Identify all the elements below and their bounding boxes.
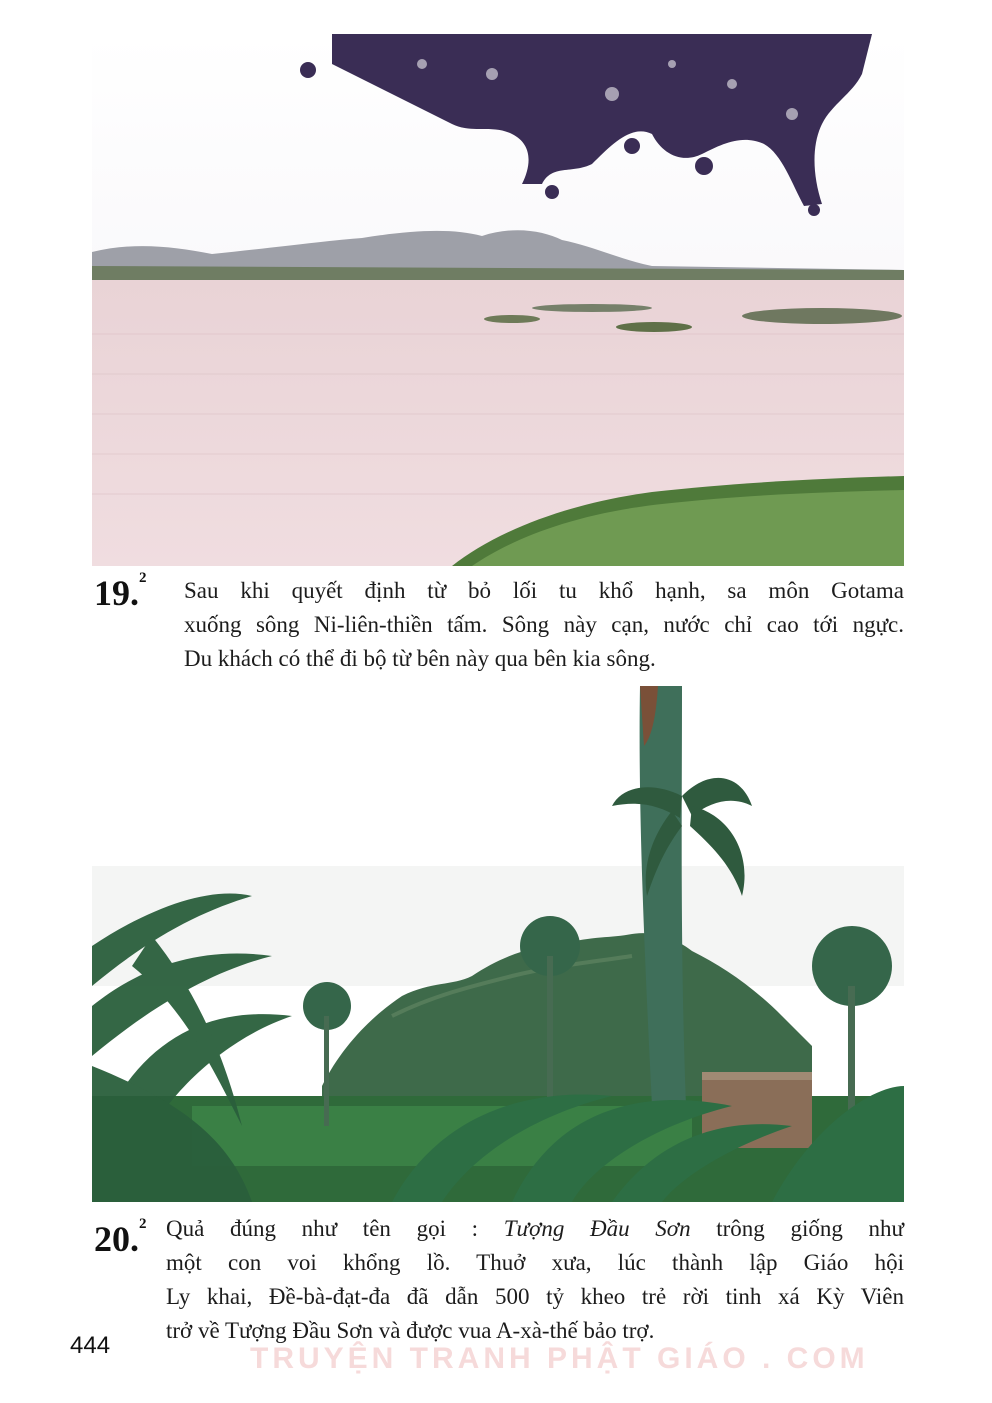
page-number: 444 bbox=[70, 1332, 111, 1359]
figure-number-text: 19. bbox=[94, 573, 139, 613]
river-landscape-image bbox=[92, 34, 904, 566]
caption-italic-name: Tượng Đầu Sơn bbox=[503, 1216, 691, 1241]
palm-hill-landscape-image bbox=[92, 686, 904, 1202]
caption-line: xuống sông Ni-liên-thiền tấm. Sông này cạn, nước chỉ cao tới ngực. bbox=[184, 612, 904, 637]
figure-superscript: 2 bbox=[139, 1216, 147, 1232]
caption-line: Sau khi quyết định từ bỏ lối tu khổ hạnh, sa môn Gotama bbox=[184, 578, 904, 603]
palm-hill-photo bbox=[92, 686, 904, 1202]
river-photo bbox=[92, 34, 904, 566]
caption-line: trở về Tượng Đầu Sơn và được vua A-xà-thế bảo trợ. bbox=[166, 1318, 655, 1343]
caption-line: Du khách có thể đi bộ từ bên này qua bên kia sông. bbox=[184, 646, 656, 671]
figure-number-20 bbox=[94, 1218, 147, 1260]
watermark: TRUYỆN TRANH PHẬT GIÁO . COM bbox=[250, 1342, 869, 1375]
figure-19-caption bbox=[184, 574, 904, 676]
figure-20-caption bbox=[166, 1212, 904, 1348]
caption-line bbox=[166, 1212, 904, 1246]
caption-line: Ly khai, Đề-bà-đạt-đa đã dẫn 500 tỷ kheo trẻ rời tinh xá Kỳ Viên bbox=[166, 1284, 904, 1309]
figure-superscript: 2 bbox=[139, 570, 147, 586]
caption-line: một con voi khổng lồ. Thuở xưa, lúc thành lập Giáo hội bbox=[166, 1250, 904, 1275]
figure-number-text: 20. bbox=[94, 1219, 139, 1259]
caption-text: trông giống như bbox=[690, 1216, 905, 1241]
figure-number-19 bbox=[94, 572, 147, 614]
caption-text: Quả đúng như tên gọi : bbox=[166, 1216, 504, 1241]
